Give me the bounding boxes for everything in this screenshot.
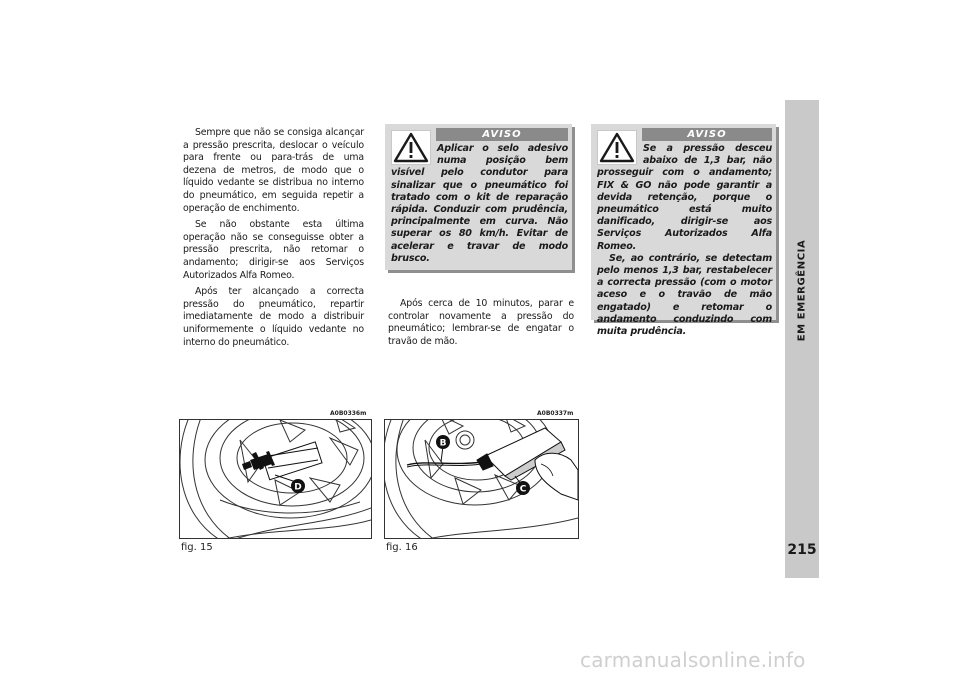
figure-sealant-bottle <box>384 419 579 539</box>
warning-text <box>597 143 772 338</box>
warning-title: AVISO <box>642 128 772 141</box>
wheel-illustration-icon <box>180 420 371 538</box>
figure-wheel-valve <box>179 419 372 539</box>
figure-code: A0B0337m <box>537 410 574 417</box>
warning-paragraph: Se a pressão desceu abaixo de 1,3 bar, não prosseguir com o andamento; FIX & GO não pode garantir a devida retenção, porque o pneumático está muito danificado, dirigir-se aos Serviços Autorizados Alfa Romeo. <box>597 143 772 252</box>
svg-text:C: C <box>519 484 527 495</box>
paragraph: Sempre que não se consiga alcançar a pressão prescrita, deslocar o veículo para frente ou para-trás de uma dezena de metros, de modo que o líquido vedante se distribua no interno do pneumático, em seguida repetir a operação de enchimento. <box>183 127 364 214</box>
svg-text:D: D <box>294 482 302 493</box>
figure-caption: fig. 15 <box>181 542 213 553</box>
warning-text <box>391 143 568 265</box>
page-number: 215 <box>787 542 817 558</box>
paragraph: Após cerca de 10 minutos, parar e controlar novamente a pressão do pneumático; lembrar-se de engatar o travão de mão. <box>388 298 574 347</box>
figure-caption: fig. 16 <box>386 542 418 553</box>
section-label: EM EMERGÊNCIA <box>796 239 808 341</box>
warning-box-pressure <box>591 124 776 338</box>
paragraph: Se não obstante esta última operação não se conseguisse obter a pressão prescrita, não retomar o andamento; dirigir-se aos Serviços Autorizados Alfa Romeo. <box>183 219 364 281</box>
body-text-column-2 <box>388 298 574 352</box>
paragraph: Após ter alcançado a correcta pressão do pneumático, repartir imediatamente de modo a distribuir uniformemente o líquido vedante no interno do pneumático. <box>183 286 364 348</box>
hand-icon <box>535 453 578 500</box>
watermark: carmanualsonline.info <box>580 648 806 672</box>
warning-title: AVISO <box>436 128 568 141</box>
sealant-bottle-illustration-icon <box>385 420 578 538</box>
svg-text:B: B <box>439 438 447 449</box>
warning-paragraph: Aplicar o selo adesivo numa posição bem visível pelo condutor para sinalizar que o pneumático foi tratado com o kit de reparação rápida. Conduzir com prudência, principalmente em curva. Não superar os 80 km/h. Evitar de acelerar e travar de modo brusco. <box>391 143 568 264</box>
figure-code: A0B0336m <box>330 410 367 417</box>
warning-box-sticker <box>385 124 572 270</box>
warning-paragraph: Se, ao contrário, se detectam pelo menos 1,3 bar, restabelecer a correcta pressão (com o motor aceso e o travão de mão engatado) e retomar o andamento conduzindo com muita prudência. <box>597 252 772 338</box>
body-text-column-1 <box>183 127 364 353</box>
